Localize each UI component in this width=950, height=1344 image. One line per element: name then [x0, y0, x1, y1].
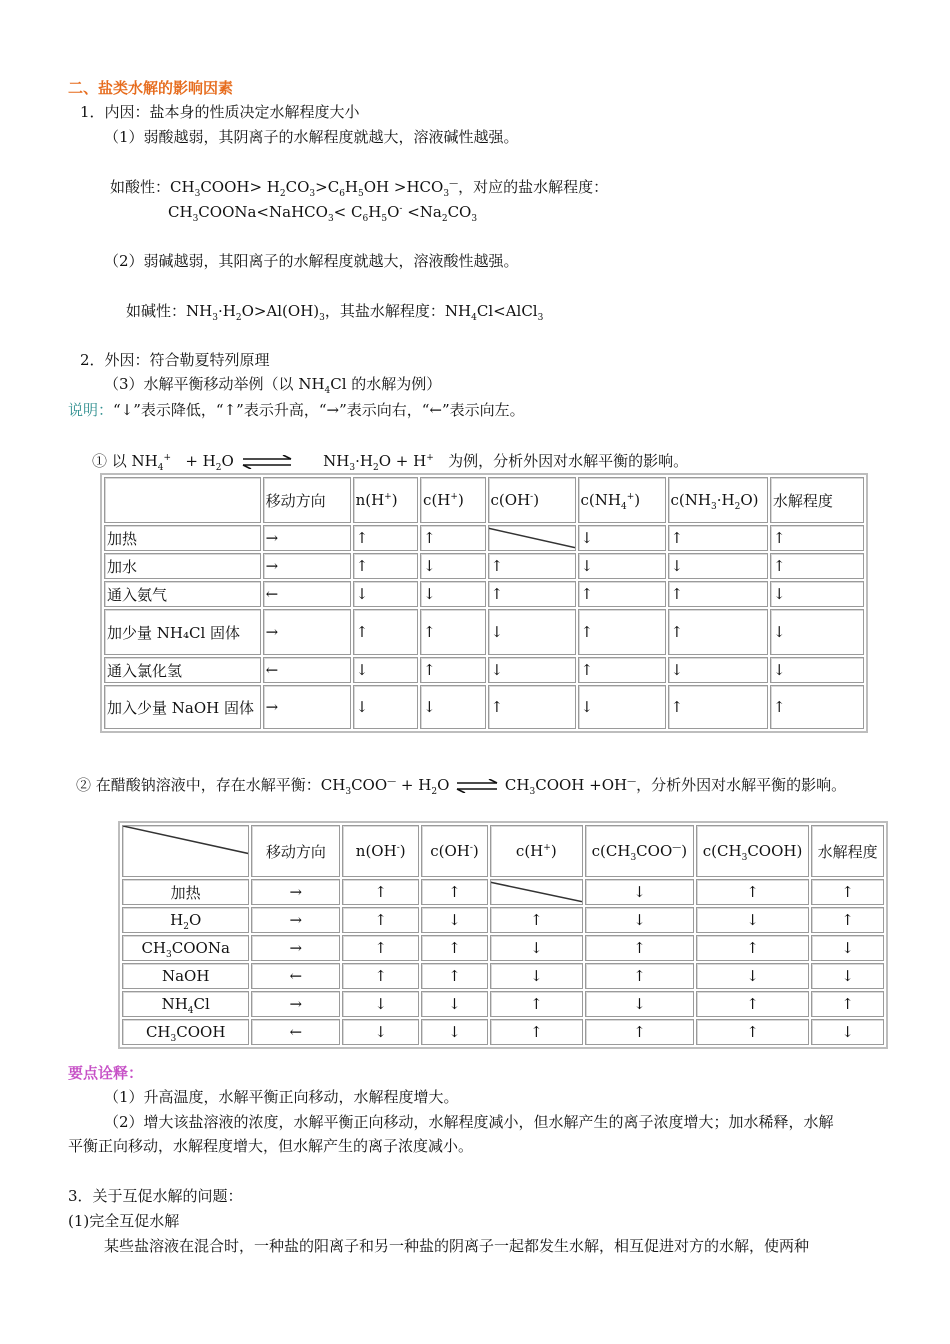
cell: ↓	[421, 1019, 488, 1045]
legend-label: 说明：	[68, 401, 114, 419]
basicity-order: 如碱性：$NH_3\cdot H_2O>Al(OH)_3$，其盐水解程度：$NH_4Cl<AlCl_3$	[126, 302, 544, 323]
legend-note	[68, 400, 525, 420]
cell: ↑	[342, 879, 419, 905]
cell: ↑	[490, 991, 583, 1017]
header-cell: $c(CH_3COO^—)$	[585, 825, 694, 877]
cell: →	[251, 991, 340, 1017]
table-row	[104, 657, 864, 683]
cell: ↓	[770, 657, 864, 683]
example1-suffix: 为例，分析外因对水解平衡的影响。	[443, 452, 689, 470]
header-cell: c(OH-)	[488, 477, 576, 523]
table-row	[104, 685, 864, 729]
header-cell: $c(NH_4^+)$	[578, 477, 666, 523]
weak-base-rule: （2）弱碱越弱，其阳离子的水解程度就越大，溶液酸性越强。	[104, 252, 519, 270]
cell: →	[263, 553, 351, 579]
cell: ↑	[811, 907, 884, 933]
table-row	[122, 879, 884, 905]
cell: ↑	[420, 609, 485, 655]
row-condition: 加热	[122, 879, 249, 905]
cell: ↑	[490, 1019, 583, 1045]
cell: →	[251, 935, 340, 961]
header-cell: 水解程度	[770, 477, 864, 523]
cell: ↑	[696, 879, 809, 905]
keypoint-2b: 平衡正向移动，水解程度增大，但水解产生的离子浓度减小。	[68, 1137, 474, 1155]
cell: ↑	[353, 553, 418, 579]
row-condition: $H_2O$	[122, 907, 249, 933]
acidity-order	[110, 177, 608, 197]
cell: ↓	[578, 685, 666, 729]
cell: ↓	[490, 963, 583, 989]
cell: ↑	[668, 525, 768, 551]
cell: ↓	[421, 907, 488, 933]
cell: ↓	[488, 609, 576, 655]
acidity-prefix: 如酸性：	[110, 178, 171, 196]
cell: ↓	[490, 935, 583, 961]
equilibrium-arrow-icon	[239, 455, 295, 469]
table-header-row	[122, 825, 884, 877]
table-row	[122, 935, 884, 961]
cell: ↓	[770, 609, 864, 655]
header-cell: n(H+)	[353, 477, 418, 523]
cell: →	[263, 609, 351, 655]
row-condition: $CH_3COOH$	[122, 1019, 249, 1045]
basicity-prefix: 如碱性：	[126, 302, 187, 320]
table-row	[122, 991, 884, 1017]
basicity-mid: ，其盐水解程度：	[324, 302, 445, 320]
cell: ↑	[490, 907, 583, 933]
cell: ↑	[342, 963, 419, 989]
cell: ↓	[578, 553, 666, 579]
salt-hydrolysis-order: $CH_3COONa<NaHCO_3< C_6H_5O^- <Na_2CO_3$	[168, 203, 478, 224]
keypoint-1: （1）升高温度，水解平衡正向移动，水解程度增大。	[104, 1088, 459, 1106]
table-row	[104, 525, 864, 551]
table-header-row	[104, 477, 864, 523]
cell: ↑	[353, 525, 418, 551]
row-condition: 加少量 NH₄Cl 固体	[104, 609, 261, 655]
cell: ↓	[578, 525, 666, 551]
cell: ↓	[585, 879, 694, 905]
example2-suffix: ，分析外因对水解平衡的影响。	[636, 776, 847, 794]
example-heading-b: Cl 的水解为例）	[330, 375, 442, 393]
table-row	[104, 609, 864, 655]
example1-prefix: ① 以 NH	[92, 452, 158, 470]
cell: ↓	[420, 581, 485, 607]
row-condition: $NH_4Cl$	[122, 991, 249, 1017]
cell: →	[263, 685, 351, 729]
cell: ↑	[585, 963, 694, 989]
section-title: 二、盐类水解的影响因素	[68, 79, 234, 97]
cell: ↑	[696, 1019, 809, 1045]
row-condition: 通入氨气	[104, 581, 261, 607]
cell: ↑	[578, 581, 666, 607]
header-cell: 移动方向	[251, 825, 340, 877]
header-cell: $c(CH_3COOH)$	[696, 825, 809, 877]
cell: ↑	[696, 991, 809, 1017]
cell: ↑	[585, 935, 694, 961]
cell: ↑	[668, 685, 768, 729]
cell: ↓	[488, 657, 576, 683]
cell: ↑	[770, 525, 864, 551]
header-cell: n(OH-)	[342, 825, 419, 877]
table-row	[122, 1019, 884, 1045]
cell: ↑	[420, 657, 485, 683]
row-condition: $CH_3COONa$	[122, 935, 249, 961]
table-row	[104, 553, 864, 579]
cell: ↑	[668, 609, 768, 655]
cell: ↓	[585, 991, 694, 1017]
cell: →	[251, 907, 340, 933]
header-cell: c(H+)	[490, 825, 583, 877]
cell: ↑	[578, 657, 666, 683]
example-heading-a: （3）水解平衡移动举例（以 NH	[104, 375, 325, 393]
header-cell: 水解程度	[811, 825, 884, 877]
weak-acid-rule: （1）弱酸越弱，其阴离子的水解程度就越大，溶液碱性越强。	[104, 128, 519, 146]
keypoint-2a: （2）增大该盐溶液的浓度，水解平衡正向移动，水解程度减小，但水解产生的离子浓度增大；加水稀释，水解	[104, 1113, 834, 1131]
cell: ↓	[420, 685, 485, 729]
cell: ↑	[770, 553, 864, 579]
cell: ↓	[696, 907, 809, 933]
mutual-hydrolysis-heading: 3．关于互促水解的问题：	[68, 1187, 243, 1205]
cell: ↓	[668, 657, 768, 683]
cell: ←	[251, 1019, 340, 1045]
table-row	[122, 907, 884, 933]
cell: ←	[251, 963, 340, 989]
cell: ↓	[353, 581, 418, 607]
row-condition: NaOH	[122, 963, 249, 989]
cell: ↓	[342, 1019, 419, 1045]
cell: ↑	[578, 609, 666, 655]
slash-cell	[488, 525, 576, 551]
nh4cl-hydrolysis-table	[100, 473, 868, 733]
slash-cell	[490, 879, 583, 905]
cell: →	[251, 879, 340, 905]
cell: ↑	[770, 685, 864, 729]
slash-header-cell	[122, 825, 249, 877]
cell: ↓	[585, 907, 694, 933]
row-condition: 通入氯化氢	[104, 657, 261, 683]
cell: ←	[263, 657, 351, 683]
cell: ↑	[421, 935, 488, 961]
header-cell: c(H+)	[420, 477, 485, 523]
acidity-suffix: ，对应的盐水解程度：	[458, 178, 609, 196]
equilibrium-arrow-icon	[454, 779, 500, 793]
cell: ↑	[696, 935, 809, 961]
table-row	[122, 963, 884, 989]
cell: ↑	[811, 879, 884, 905]
header-cell: $c(NH_3\cdot H_2O)$	[668, 477, 768, 523]
cell: ↓	[353, 685, 418, 729]
cell: ↑	[342, 935, 419, 961]
row-condition: 加入少量 NaOH 固体	[104, 685, 261, 729]
complete-mutual-hydrolysis: (1)完全互促水解	[68, 1212, 180, 1230]
cell: ↑	[421, 879, 488, 905]
row-condition: 加水	[104, 553, 261, 579]
cell: ↓	[342, 991, 419, 1017]
internal-factor-heading: 1．内因：盐本身的性质决定水解程度大小	[80, 103, 360, 121]
mutual-hydrolysis-text: 某些盐溶液在混合时，一种盐的阳离子和另一种盐的阴离子一起都发生水解，相互促进对方的水解，使两种	[104, 1237, 810, 1255]
example-heading: （3）水解平衡移动举例（以 $NH_4Cl$ 的水解为例）	[104, 375, 442, 396]
cell: ↑	[488, 553, 576, 579]
cell: ↑	[488, 685, 576, 729]
cell: ↓	[770, 581, 864, 607]
cell: ↑	[811, 991, 884, 1017]
table-row	[104, 581, 864, 607]
header-cell: 移动方向	[263, 477, 351, 523]
example2-prefix: ② 在醋酸钠溶液中，存在水解平衡：	[76, 776, 321, 794]
cell: ↓	[420, 553, 485, 579]
cell: ↑	[421, 963, 488, 989]
cell: ↑	[342, 907, 419, 933]
cell: ↓	[668, 553, 768, 579]
ch3coona-hydrolysis-table	[118, 821, 888, 1049]
cell: →	[263, 525, 351, 551]
cell: ←	[263, 581, 351, 607]
cell: ↓	[811, 963, 884, 989]
cell: ↑	[585, 1019, 694, 1045]
cell: ↓	[811, 935, 884, 961]
acidity-formula: $CH_3COOH> H_2CO_3>C_6H_5OH >HCO_3^—$	[170, 178, 459, 199]
cell: ↑	[353, 609, 418, 655]
legend-text: “↓”表示降低，“↑”表示升高，“→”表示向右，“←”表示向左。	[113, 401, 525, 419]
example1-equation: ① 以 $NH_4^+ + H_2O$ $NH_3\cdot H_2O + H^+$ 为例，分析外因对水解平衡的影响。	[92, 452, 689, 473]
keypoints-label: 要点诠释：	[68, 1064, 144, 1082]
row-condition: 加热	[104, 525, 261, 551]
cell: ↓	[811, 1019, 884, 1045]
external-factor-heading: 2．外因：符合勒夏特列原理	[80, 351, 270, 369]
header-cell	[104, 477, 261, 523]
cell: ↓	[353, 657, 418, 683]
header-cell: c(OH-)	[421, 825, 488, 877]
cell: ↑	[668, 581, 768, 607]
cell: ↑	[488, 581, 576, 607]
cell: ↓	[421, 991, 488, 1017]
example2-equation: ② 在醋酸钠溶液中，存在水解平衡：$CH_3COO^— + H_2O$ $CH_3COOH +OH^—$，分析外因对水解平衡的影响。	[76, 776, 847, 797]
cell: ↓	[696, 963, 809, 989]
cell: ↑	[420, 525, 485, 551]
